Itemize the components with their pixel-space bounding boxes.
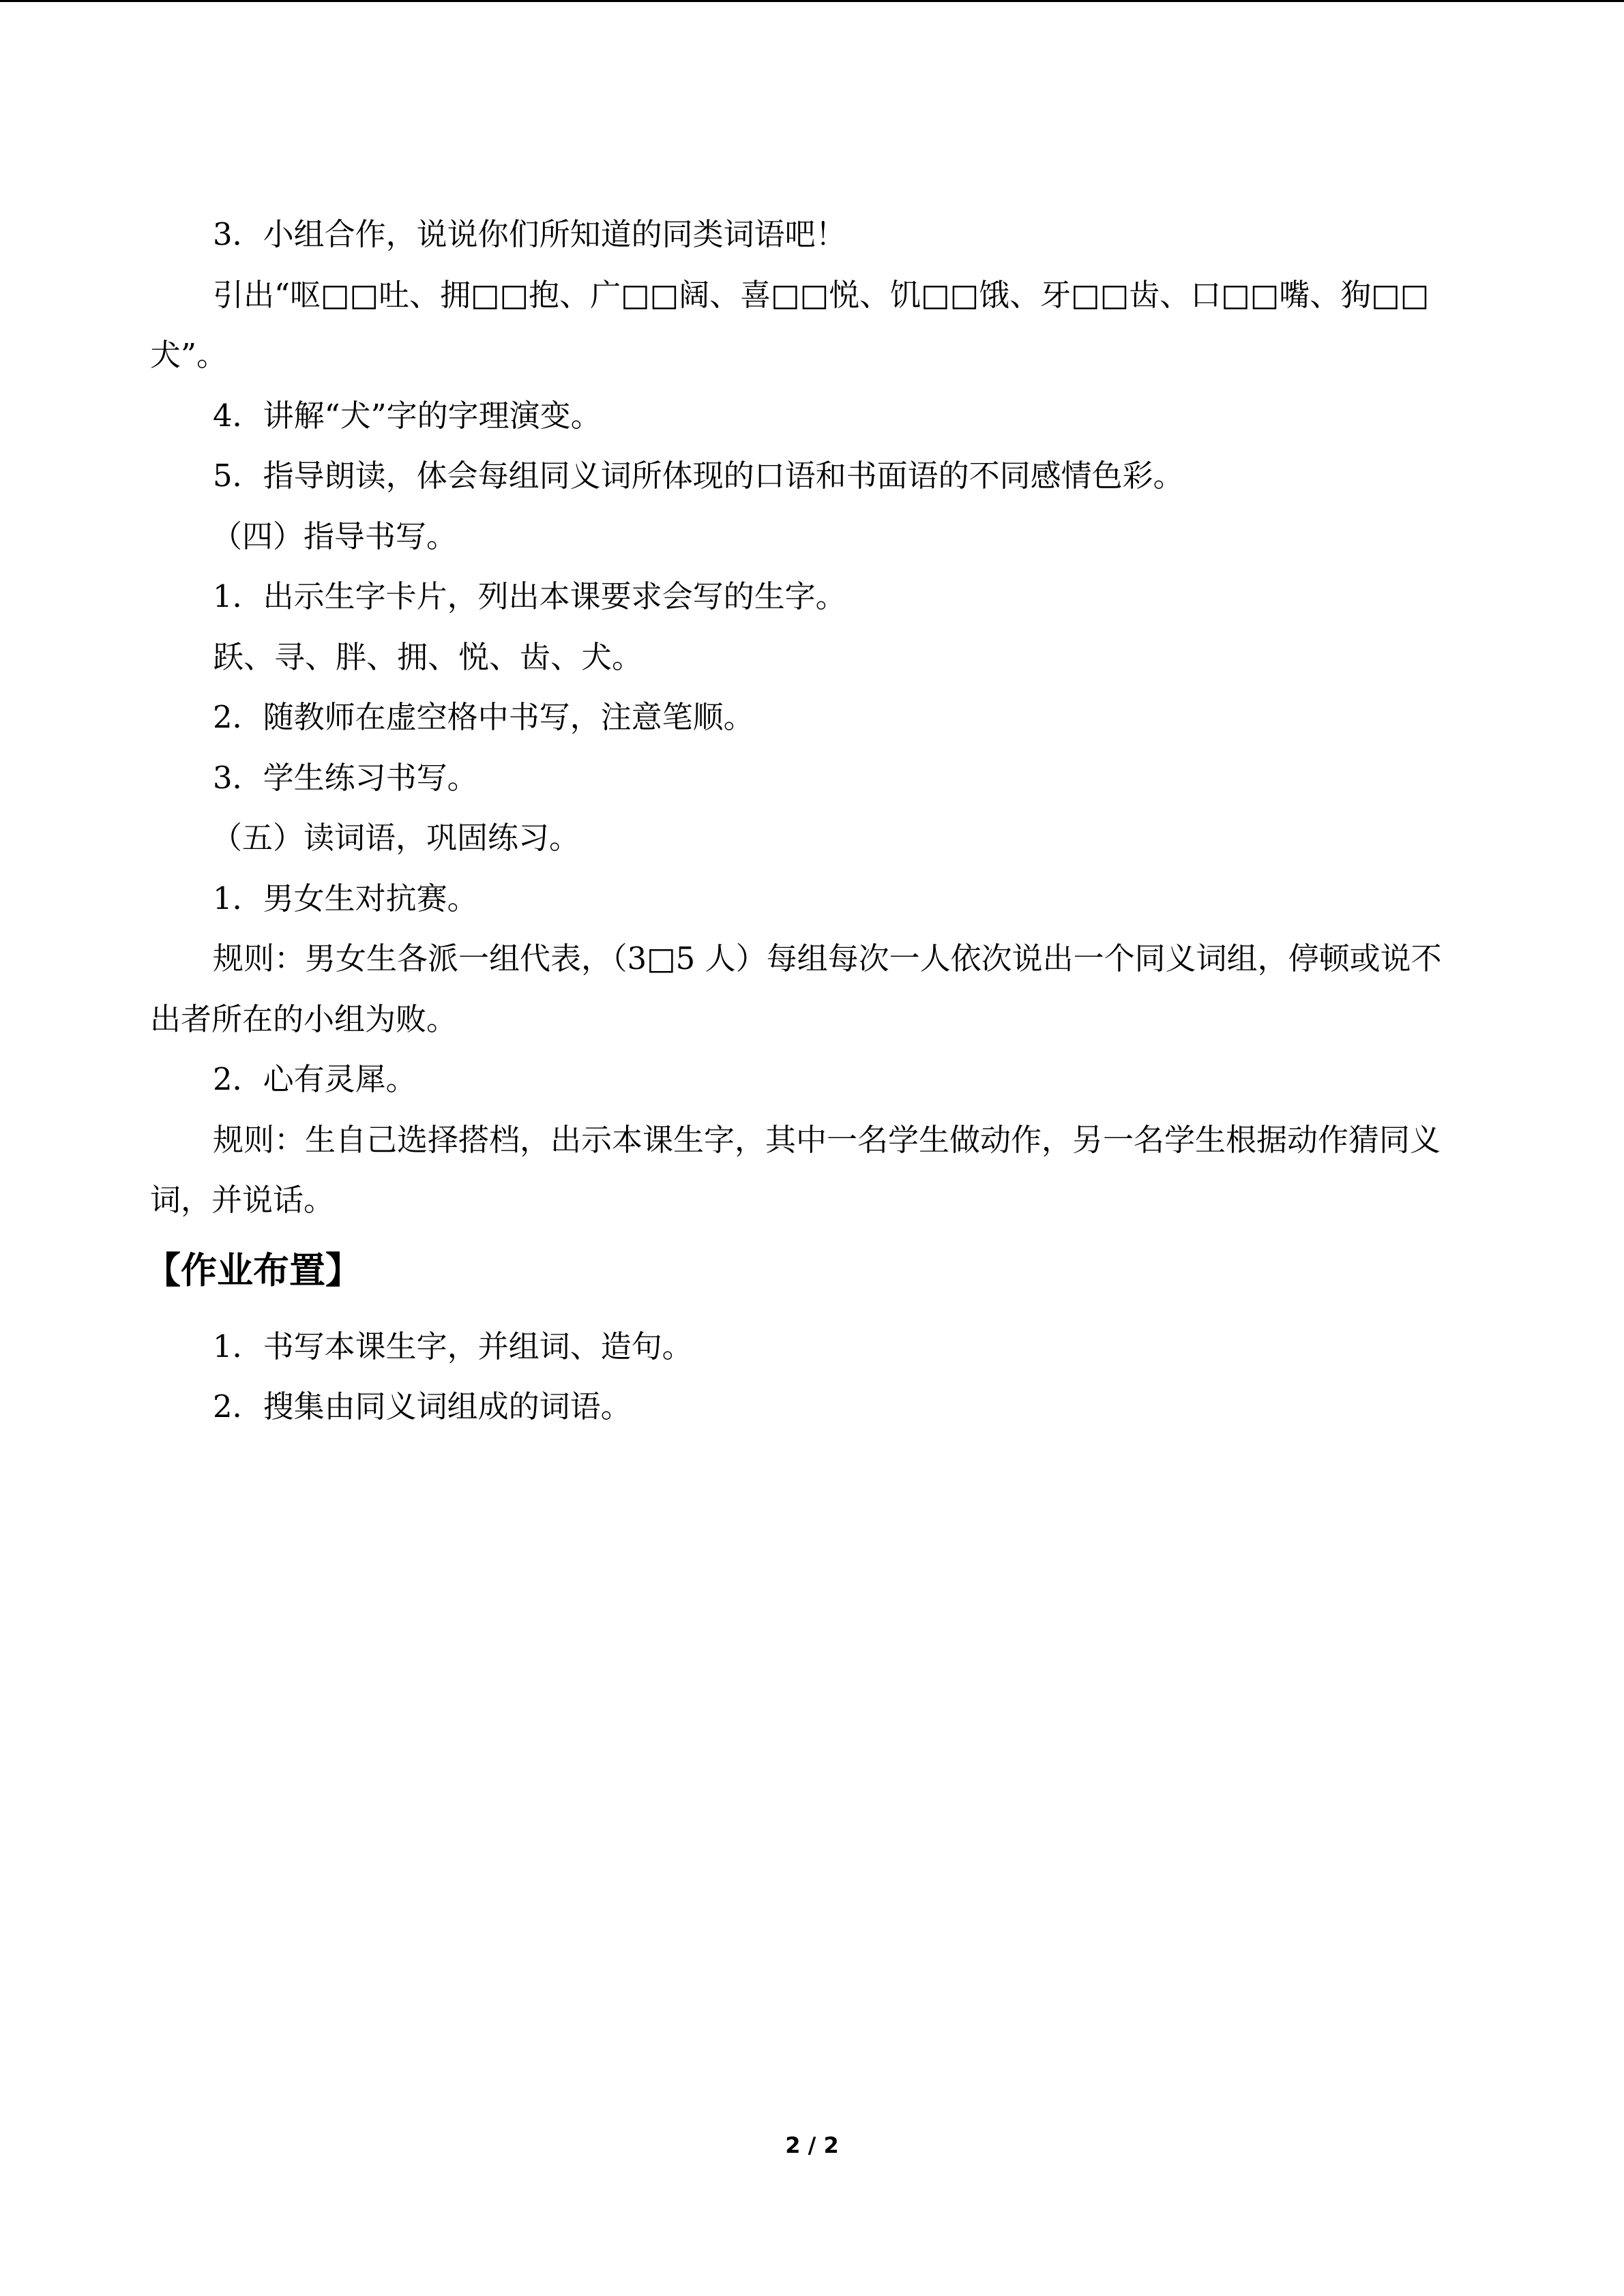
paragraph-game-rules: 规则：生自己选择搭档，出示本课生字，其中一名学生做动作，另一名学生根据动作猜同义词，并说话。 (150, 1121, 1441, 1218)
paragraph-show-character-cards: 1．出示生字卡片，列出本课要求会写的生字。 (213, 578, 846, 614)
paragraph-xin-you-ling-xi: 2．心有灵犀。 (213, 1061, 417, 1097)
paragraph-boys-girls-contest: 1．男女生对抗赛。 (213, 880, 478, 916)
page-number: 2 / 2 (785, 2132, 839, 2158)
paragraph-item-5-reading-guidance: 5．指导朗读，体会每组同义词所体现的口语和书面语的不同感情色彩。 (213, 458, 1184, 494)
top-border-line (0, 0, 1624, 2)
paragraph-item-4-quan-character: 4．讲解“犬”字的字理演变。 (213, 397, 602, 434)
section-4-writing-guidance: （四）指导书写。 (211, 518, 458, 554)
paragraph-homework-1: 1．书写本课生字，并组词、造句。 (213, 1328, 693, 1365)
paragraph-practice-writing: 3．学生练习书写。 (213, 759, 478, 796)
paragraph-contest-rules: 规则：男女生各派一组代表，（3□5 人）每组每次一人依次说出一个同义词组，停顿或说不出者所在的小组为败。 (150, 940, 1442, 1037)
paragraph-character-list: 跃、寻、胖、拥、悦、齿、犬。 (213, 638, 643, 675)
paragraph-homework-2: 2．搜集由同义词组成的词语。 (213, 1388, 632, 1425)
page-body (145, 205, 1460, 1437)
paragraph-synonym-examples: 引出“呕□□吐、拥□□抱、广□□阔、喜□□悦、饥□□饿、牙□□齿、口□□嘴、狗□□犬”。 (150, 276, 1430, 373)
paragraph-write-with-teacher: 2．随教师在虚空格中书写，注意笔顺。 (213, 699, 754, 735)
section-5-reading-practice: （五）读词语，巩固练习。 (211, 820, 580, 856)
paragraph-item-3-group-words: 3．小组合作，说说你们所知道的同类词语吧！ (213, 216, 846, 252)
homework-heading: 【作业布置】 (145, 1249, 361, 1292)
